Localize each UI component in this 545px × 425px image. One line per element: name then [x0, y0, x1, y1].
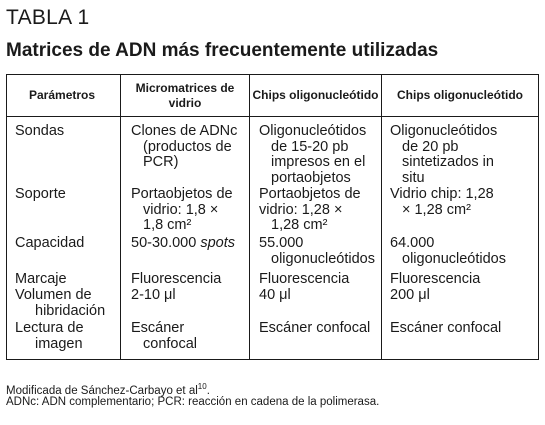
- header-micromatrices-line1: Micromatrices: [135, 80, 217, 95]
- dna-arrays-table: [6, 74, 539, 360]
- param-cell: [7, 187, 121, 236]
- cell-line: (productos de: [143, 138, 232, 155]
- cell-line: portaobjetos: [271, 169, 351, 186]
- cell-line: confocal: [143, 335, 198, 352]
- cell-line: 40 μl: [259, 287, 291, 303]
- cell-line: Vidrio chip: 1,28: [390, 186, 494, 202]
- table-row-soporte: [7, 187, 539, 236]
- cell-line: Escáner confocal: [390, 320, 502, 336]
- param-label-line2: imagen: [35, 335, 83, 352]
- chip1-cell: [250, 321, 382, 360]
- cell-line: de 15-20 pb: [271, 138, 349, 155]
- header-chips-2-line2: oligonucleótido: [433, 88, 523, 102]
- footnote-source-text: Modificada de Sánchez-Carbayo et al: [6, 384, 198, 397]
- table-row-volumen: [7, 288, 539, 321]
- chip2-cell: [382, 272, 539, 288]
- cell-line: 55.000: [259, 235, 304, 251]
- param-cell: [7, 288, 121, 321]
- cell-line: Escáner confocal: [259, 320, 371, 336]
- micro-cell: [121, 272, 250, 288]
- cell-line: 2-10 μl: [131, 287, 176, 303]
- cell-line: vidrio: 1,28 ×: [259, 201, 343, 218]
- cell-line: Escáner: [131, 320, 185, 336]
- cell-line: Oligonucleótidos: [259, 123, 367, 139]
- cell-line: vidrio: 1,8 ×: [143, 201, 219, 218]
- footnote-reference: 10: [197, 382, 207, 391]
- table-header-row: [7, 75, 539, 117]
- chip2-cell: [382, 288, 539, 321]
- param-label: Capacidad: [15, 235, 85, 251]
- cell-line: × 1,28 cm²: [402, 201, 471, 218]
- micro-cell: [121, 236, 250, 272]
- cell-line: Fluorescencia: [131, 271, 222, 287]
- capacity-unit: spots: [200, 235, 236, 251]
- cell-line: sintetizados in: [402, 154, 494, 170]
- header-chips-2-line1: Chips: [396, 88, 431, 102]
- cell-line: oligonucleótidos: [402, 250, 506, 267]
- cell-line: de 20 pb: [402, 138, 459, 155]
- table-title: Matrices de ADN más frecuentemente utilizadas: [6, 40, 439, 61]
- chip1-cell: [250, 288, 382, 321]
- footnote-source-end: .: [206, 384, 210, 397]
- cell-line: 64.000: [390, 235, 435, 251]
- chip1-cell: [250, 117, 382, 188]
- cell-line: impresos en el: [271, 154, 366, 170]
- param-label: Sondas: [15, 123, 65, 139]
- cell-line: 200 μl: [390, 287, 430, 303]
- cell-line: 1,8 cm²: [143, 217, 192, 233]
- cell-line: Portaobjetos de: [131, 186, 233, 202]
- micro-cell: [121, 288, 250, 321]
- micro-cell: [121, 321, 250, 360]
- param-label-line1: Lectura de: [15, 320, 84, 336]
- chip2-cell: [382, 321, 539, 360]
- header-chips-1-line2: oligonucleótido: [289, 88, 379, 102]
- cell-line: Clones de ADNc: [131, 123, 238, 139]
- param-label-line2: hibridación: [35, 302, 106, 319]
- chip2-cell: [382, 117, 539, 188]
- cell-line: 1,28 cm²: [271, 217, 328, 233]
- cell-line: Portaobjetos de: [259, 186, 361, 202]
- chip1-cell: [250, 236, 382, 272]
- footnote-abbreviations: ADNc: ADN complementario; PCR: reacción en cadena de la polimerasa.: [6, 396, 380, 408]
- cell-line: Fluorescencia: [390, 271, 481, 287]
- header-parametros: Parámetros: [7, 75, 121, 117]
- param-cell: [7, 272, 121, 288]
- header-chips-2: [382, 75, 539, 117]
- header-micromatrices-line2: de vidrio: [168, 80, 235, 110]
- micro-cell: [121, 187, 250, 236]
- micro-cell: [121, 117, 250, 188]
- chip2-cell: [382, 236, 539, 272]
- table-row-sondas: [7, 117, 539, 188]
- capacity-number: 50-30.000: [131, 235, 197, 251]
- chip1-cell: [250, 187, 382, 236]
- table-label: TABLA 1: [6, 6, 90, 29]
- table-row-marcaje: [7, 272, 539, 288]
- header-chips-1-line1: Chips: [252, 88, 286, 102]
- param-cell: [7, 236, 121, 272]
- chip1-cell: [250, 272, 382, 288]
- table-row-lectura: [7, 321, 539, 360]
- param-cell: [7, 117, 121, 188]
- header-chips-1: [250, 75, 382, 117]
- cell-line: Fluorescencia: [259, 271, 350, 287]
- param-label-line1: Volumen de: [15, 287, 92, 303]
- cell-line: PCR): [143, 154, 179, 170]
- cell-line: oligonucleótidos: [271, 250, 375, 267]
- cell-line: situ: [402, 169, 425, 186]
- param-label: Marcaje: [15, 271, 67, 287]
- cell-line: Oligonucleótidos: [390, 123, 498, 139]
- cell-line: [131, 236, 249, 252]
- chip2-cell: [382, 187, 539, 236]
- param-label: Soporte: [15, 186, 66, 202]
- table-row-capacidad: [7, 236, 539, 272]
- param-cell: [7, 321, 121, 360]
- header-micromatrices: [121, 75, 250, 117]
